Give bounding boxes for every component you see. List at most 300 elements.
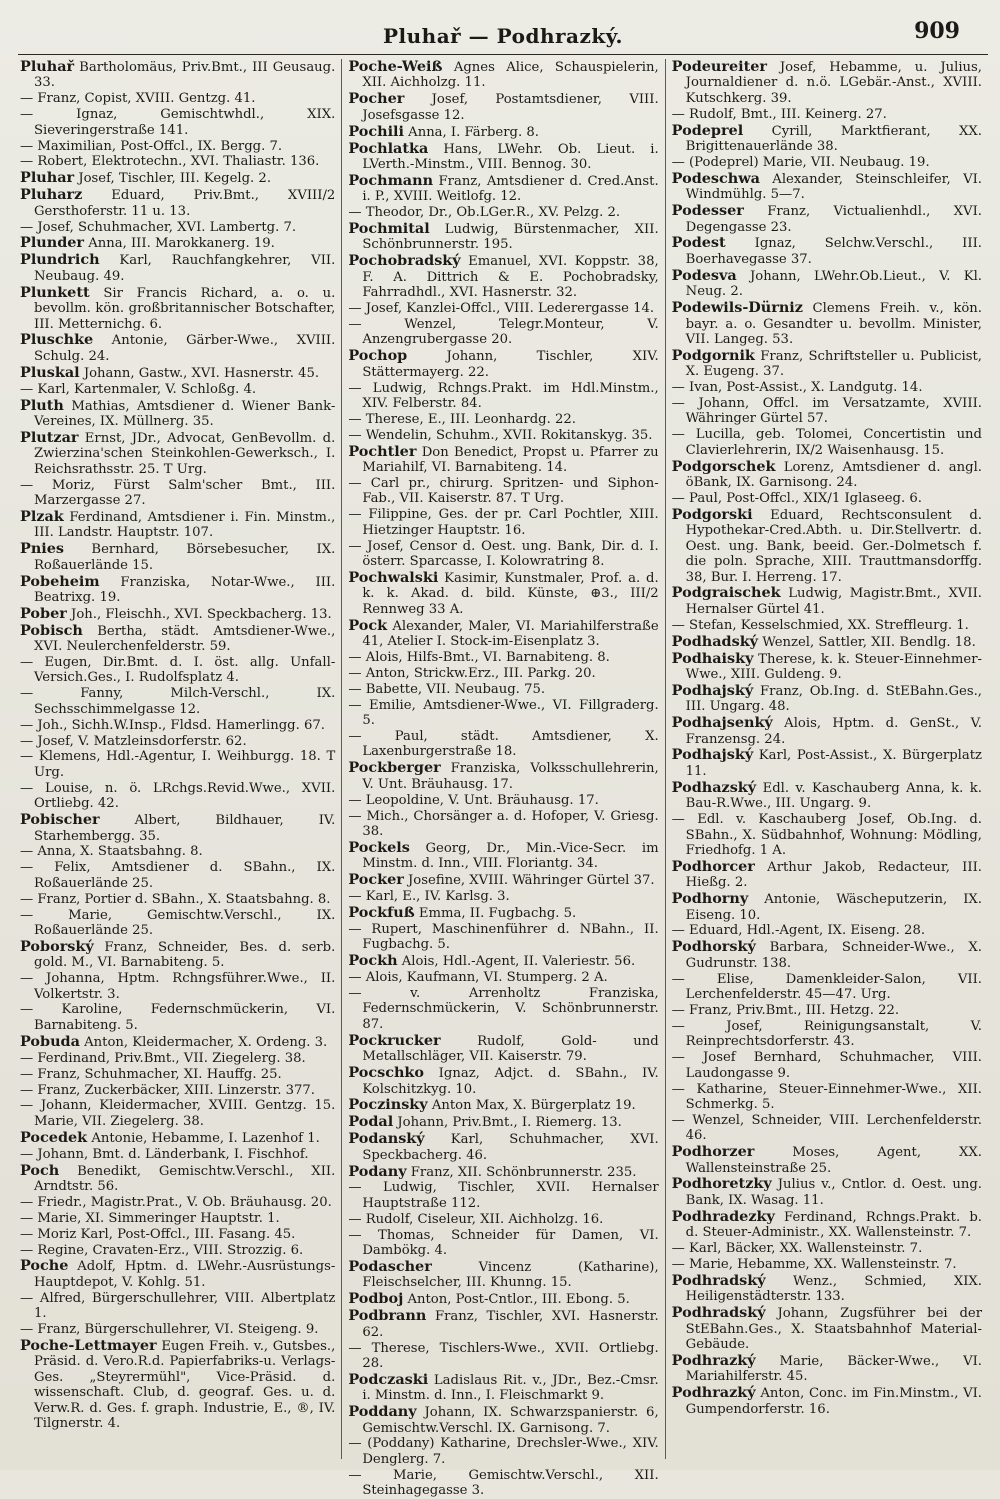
entry-details: Vincenz (Katharine), Fleischselcher, III. Khunng. 15. (362, 1259, 659, 1291)
entry-details: — Regine, Cravaten-Erz., VIII. Strozzig. 6. (20, 1242, 304, 1258)
entry-details: Mathias, Amtsdiener d. Wiener Bank-Vereines, IX. Müllnerg. 35. (34, 398, 336, 429)
directory-entry (20, 478, 335, 509)
entry-details: Kasimir, Kunstmaler, Prof. a. d. k. k. Akad. d. bild. Künste, ⊕3., III/2 Rennweg 33 A. (362, 571, 659, 617)
entry-details: — (Poddany) Katharine, Drechsler-Wwe., XIV. Denglerg. 7. (348, 1436, 659, 1467)
entry-details: Johann, Tischler, XIV. Stättermayerg. 22. (362, 349, 659, 380)
entry-details: — Ludwig, Rchngs.Prakt. im Hdl.Minstm., XIV. Felberstr. 84. (348, 380, 659, 412)
directory-entry (348, 1114, 658, 1130)
directory-entry (20, 1034, 335, 1050)
directory-entry (672, 1353, 982, 1385)
directory-entry (348, 221, 658, 253)
entry-surname: Plunder (20, 234, 85, 252)
entry-surname: Podhrazký (671, 1351, 756, 1369)
directory-entry (20, 1322, 335, 1337)
directory-entry (20, 655, 335, 686)
entry-details: — Carl pr., chirurg. Spritzen- und Siphon-Fab., VII. Kaiserstr. 87. T Urg. (348, 476, 659, 507)
entry-details: — Maximilian, Post-Offcl., IX. Bergg. 7. (20, 138, 283, 154)
entry-details: Franziska, Volksschullehrerin, V. Unt. Bräuhausg. 17. (362, 761, 659, 792)
entry-surname: Poczinsky (348, 1096, 428, 1114)
directory-entry (348, 809, 658, 840)
entry-details: Bartholomäus, Priv.Bmt., III Geusaug. 33. (34, 60, 336, 91)
entry-surname: Podboj (348, 1290, 404, 1308)
directory-entry (20, 844, 335, 859)
directory-entry (348, 650, 658, 665)
entry-details: Arthur Jakob, Redacteur, III. Hießg. 2. (685, 859, 982, 891)
directory-entry (672, 300, 982, 347)
entry-surname: Podhrazký (671, 1384, 756, 1402)
directory-entry (20, 718, 335, 733)
entry-surname: Podeureiter (671, 58, 767, 75)
directory-entry (20, 892, 335, 907)
directory-entry (20, 235, 335, 251)
entry-details: Alois, Hptm. d. GenSt., V. Franzensg. 24. (685, 716, 982, 747)
directory-entry (348, 1131, 658, 1163)
entry-surname: Podhorzer (671, 1143, 755, 1161)
entry-details: Josef, Postamtsdiener, VIII. Josefsgasse 12. (362, 92, 659, 123)
directory-entry (20, 1227, 335, 1242)
entry-surname: Pochwalski (348, 569, 439, 586)
entry-details: Rudolf, Gold- und Metallschläger, VII. Kaiserstr. 79. (362, 1033, 659, 1065)
directory-entry (672, 939, 982, 971)
entry-surname: Pockels (348, 838, 410, 856)
entry-details: — Edl. v. Kaschauberg Josef, Ob.Ing. d. SBahn., X. Südbahnhof, Wohnung: Mödling, Friedhofg. 1 A. (671, 812, 982, 858)
directory-entry (20, 1243, 335, 1258)
directory-entry (348, 539, 658, 570)
directory-entry (672, 235, 982, 267)
directory-entry (672, 1144, 982, 1176)
entry-details: — Karl, Kartenmaler, V. Schloßg. 4. (20, 381, 257, 397)
entry-details: Anna, III. Marokkanerg. 19. (84, 236, 275, 252)
directory-entry (672, 203, 982, 235)
entry-surname: Podczaski (348, 1370, 429, 1388)
entry-surname: Pluharz (20, 186, 83, 204)
entry-details: — Franz, Portier d. SBahn., X. Staatsbahng. 8. (20, 891, 331, 907)
entry-details: — Emilie, Amtsdiener-Wwe., VI. Fillgraderg. 5. (348, 697, 659, 729)
entry-details: — Anna, X. Staatsbahng. 8. (20, 844, 203, 860)
entry-details: — v. Arrenholtz Franziska, Federnschmückerin, V. Schönbrunnerstr. 87. (348, 986, 659, 1032)
directory-entry (348, 1259, 658, 1291)
entry-surname: Pobisch (20, 621, 83, 639)
page-number: 909 (914, 18, 960, 44)
entry-surname: Pochmann (348, 171, 434, 189)
entry-details: Johann, Priv.Bmt., I. Riemerg. 13. (393, 1115, 622, 1131)
directory-entry (672, 1003, 982, 1018)
directory-entry (672, 491, 982, 506)
entry-surname: Podgornik (671, 346, 755, 364)
directory-entry (20, 107, 335, 138)
directory-entry (20, 285, 335, 332)
entry-surname: Podeprel (671, 121, 744, 139)
entry-surname: Podhajský (671, 681, 754, 699)
entry-details: Eugen Freih. v., Gutsbes., Präsid. d. Vero.R.d. Papierfabriks-u. Verlags-Ges. „Steyrermühl", Vice-Präsid. d. wissenschaft. Club, d. geograf. Ges. u. d. Verw.R. d. Ges. f. graph. Industrie, E., ®, IV. Tilgnerstr. 4. (34, 1339, 336, 1432)
entry-details: — Ignaz, Gemischtwhdl., XIX. Sieveringerstraße 141. (20, 107, 336, 138)
header-rule (18, 54, 988, 55)
directory-entry (348, 1308, 658, 1340)
directory-entry (672, 618, 982, 633)
directory-entry (20, 606, 335, 622)
directory-entry (20, 749, 335, 780)
directory-entry (20, 971, 335, 1002)
directory-entry (348, 91, 658, 123)
entry-surname: Pock (348, 616, 388, 634)
directory-entry (20, 154, 335, 169)
entry-details: — Josef, Kanzlei-Offcl., VIII. Lederergasse 14. (348, 301, 655, 317)
directory-entry (672, 1082, 982, 1113)
entry-details: Antonie, Gärber-Wwe., XVIII. Schulg. 24. (34, 333, 336, 364)
directory-entry (348, 507, 658, 538)
entry-details: — Katharine, Steuer-Einnehmer-Wwe., XII. Schmerkg. 5. (671, 1081, 982, 1112)
entry-details: — Franz, Priv.Bmt., III. Hetzg. 22. (671, 1002, 900, 1018)
directory-entry (672, 396, 982, 427)
entry-surname: Podal (348, 1113, 394, 1131)
directory-entry (348, 1033, 658, 1065)
directory-entry (20, 187, 335, 219)
directory-entry (20, 1211, 335, 1226)
entry-surname: Poche-Weiß (348, 58, 443, 75)
entry-details: — Wendelin, Schuhm., XVII. Rokitanskyg. 35. (348, 427, 653, 443)
entry-surname: Podest (671, 234, 726, 252)
entry-details: — Ferdinand, Priv.Bmt., VII. Ziegelerg. 38. (20, 1050, 306, 1066)
entry-surname: Plzak (20, 507, 64, 525)
directory-entry (20, 220, 335, 235)
directory-entry (348, 1097, 658, 1113)
entry-surname: Pockberger (348, 759, 441, 777)
directory-entry (348, 381, 658, 412)
entry-details: Franz, XII. Schönbrunnerstr. 235. (406, 1164, 637, 1180)
directory-entry (672, 1273, 982, 1305)
entry-details: — Alois, Kaufmann, VI. Stumperg. 2 A. (348, 970, 608, 986)
running-title: Pluhař — Podhrazký. (382, 24, 623, 48)
entry-details: — Johanna, Hptm. Rchngsführer.Wwe., II. Volkertstr. 3. (20, 971, 336, 1002)
directory-entry (20, 382, 335, 397)
directory-entry (672, 1050, 982, 1081)
directory-entry (20, 781, 335, 812)
entry-details: Anton, Kleidermacher, X. Ordeng. 3. (79, 1034, 328, 1050)
directory-entry (672, 1019, 982, 1050)
entry-surname: Podascher (348, 1257, 432, 1275)
directory-entry (672, 780, 982, 812)
entry-details: Anna, I. Färberg. 8. (403, 124, 539, 140)
entry-details: — Louise, n. ö. LRchgs.Revid.Wwe., XVII. Ortliebg. 42. (20, 780, 336, 812)
entry-details: — (Podeprel) Marie, VII. Neubaug. 19. (671, 154, 930, 170)
entry-surname: Pluhař (20, 58, 75, 75)
directory-entry (348, 1468, 658, 1499)
directory-entry (20, 332, 335, 364)
entry-surname: Pluschke (20, 331, 94, 349)
directory-entry (20, 59, 335, 91)
entry-details: Johann, LWehr.Ob.Lieut., V. Kl. Neug. 2. (685, 268, 982, 300)
directory-entry (672, 715, 982, 747)
entry-surname: Pochop (348, 347, 408, 365)
entry-details: Anton Max, X. Bürgerplatz 19. (427, 1098, 636, 1114)
directory-entry (20, 1338, 335, 1431)
entry-surname: Plundrich (20, 251, 100, 269)
entry-details: — Lucilla, geb. Tolomei, Concertistin und Clavierlehrerin, IX/2 Waisenhausg. 15. (671, 427, 982, 458)
entry-details: Georg, Dr., Min.-Vice-Secr. im Minstm. d. Inn., VIII. Floriantg. 34. (362, 840, 659, 872)
directory-entry (348, 141, 658, 173)
entry-surname: Podhajsenký (671, 714, 773, 732)
entry-details: — Paul, Post-Offcl., XIX/1 Iglaseeg. 6. (671, 490, 922, 506)
entry-details: — Karoline, Federnschmückerin, VI. Barnabiteng. 5. (20, 1002, 336, 1033)
directory-entry (348, 173, 658, 205)
entry-details: Cyrill, Marktfierant, XX. Brigittenauerlände 38. (685, 123, 982, 155)
directory-entry (672, 155, 982, 170)
entry-surname: Pochlatka (348, 139, 429, 157)
directory-entry (20, 860, 335, 891)
directory-entry (672, 634, 982, 650)
entry-details: Alexander, Maler, VI. Mariahilferstraße 41, Atelier I. Stock-im-Eisenplatz 3. (362, 618, 659, 650)
directory-entry (20, 1067, 335, 1082)
entry-details: Agnes Alice, Schauspielerin, XII. Aichholzg. 11. (362, 60, 659, 91)
entry-surname: Pockrucker (348, 1031, 441, 1049)
entry-surname: Pochili (348, 122, 404, 140)
entry-surname: Podanský (348, 1130, 425, 1148)
entry-details: Emma, II. Fugbachg. 5. (414, 906, 577, 922)
entry-details: — Marie, XI. Simmeringer Hauptstr. 1. (20, 1210, 280, 1226)
directory-entry (348, 760, 658, 792)
entry-details: Johann, IX. Schwarzspanierstr. 6, Gemischtw.Verschl. IX. Garnisong. 7. (362, 1405, 659, 1436)
entry-details: — Eduard, Hdl.-Agent, IX. Eiseng. 28. (671, 923, 926, 939)
entry-details: — Franz, Copist, XVIII. Gentzg. 41. (20, 91, 256, 107)
entry-details: Franz, Amtsdiener d. Cred.Anst. i. P., XVIII. Weitlofg. 12. (362, 173, 659, 205)
directory-entry (672, 1305, 982, 1352)
directory-entry (348, 124, 658, 140)
entry-surname: Podgraischek (671, 584, 781, 602)
entry-details: — Ludwig, Tischler, XVII. Hernalser Hauptstraße 112. (348, 1180, 659, 1211)
entry-surname: Podhadský (671, 632, 759, 650)
directory-entry (348, 986, 658, 1032)
entry-surname: Pochtler (348, 442, 417, 460)
entry-surname: Pluskal (20, 363, 80, 381)
entry-surname: Pluth (20, 396, 64, 414)
entry-details: — Ivan, Post-Assist., X. Landgutg. 14. (671, 380, 923, 396)
directory-entry (348, 1436, 658, 1467)
entry-details: Clemens Freih. v., kön. bayr. a. o. Gesandter u. bevollm. Minister, VII. Langeg. 53. (685, 301, 982, 347)
entry-details: Moses, Agent, XX. Wallensteinstraße 25. (685, 1145, 982, 1176)
entry-details: Sir Francis Richard, a. o. u. bevollm. kön. großbritannischer Botschafter, III. Metternichg. 6. (34, 285, 336, 332)
entry-details: Ladislaus Rit. v., JDr., Bez.-Cmsr. i. Minstm. d. Inn., I. Fleischmarkt 9. (362, 1372, 659, 1404)
entry-surname: Plunkett (20, 283, 90, 301)
directory-entry (20, 91, 335, 106)
entry-details: Benedikt, Gemischtw.Verschl., XII. Arndtstr. 56. (34, 1163, 336, 1194)
directory-entry (348, 570, 658, 617)
directory-entry (348, 301, 658, 316)
entry-details: Bernhard, Börsebesucher, IX. Roßauerlände 15. (34, 542, 336, 573)
entry-surname: Pobischer (20, 811, 100, 829)
entry-details: — Alois, Hilfs-Bmt., VI. Barnabiteng. 8. (348, 650, 610, 666)
directory-entry (672, 459, 982, 491)
directory-entry (348, 618, 658, 650)
entry-details: Franziska, Notar-Wwe., III. Beatrixg. 19. (34, 574, 336, 605)
directory-entry (672, 171, 982, 203)
directory-entry (672, 972, 982, 1003)
entry-details: — Moriz, Fürst Salm'scher Bmt., III. Marzergasse 27. (20, 477, 336, 508)
entry-details: Eduard, Rechtsconsulent d. Hypothekar-Cred.Abth. u. Dir.Stellvertr. d. Oest. ung. Bank, beeid. Ger.-Dolmetsch f. die poln. Sprache, XIII. Trauttmansdorffg. 38, Bur. I. Herreng. 17. (685, 507, 982, 585)
column-middle (341, 58, 664, 1499)
entry-surname: Poborský (20, 937, 94, 955)
entry-details: Franz, Ob.Ing. d. StEBahn.Ges., III. Ungarg. 48. (685, 683, 982, 715)
entry-surname: Pobuda (20, 1032, 80, 1050)
entry-surname: Pobeheim (20, 572, 100, 590)
entry-details: — Josef, Reinigungsanstalt, V. Reinprechtsdorferstr. 43. (671, 1018, 982, 1050)
entry-details: — Fanny, Milch-Verschl., IX. Sechsschimmelgasse 12. (20, 686, 336, 717)
directory-entry (348, 970, 658, 985)
entry-details: — Marie, Gemischtw.Verschl., XII. Steinhagegasse 3. (348, 1467, 659, 1499)
entry-details: — Babette, VII. Neubaug. 75. (348, 681, 546, 697)
directory-entry (348, 729, 658, 760)
entry-details: Joh., Fleischh., XVI. Speckbacherg. 13. (66, 606, 332, 622)
entry-surname: Podgorschek (671, 457, 776, 475)
directory-entry (672, 651, 982, 683)
directory-entry (20, 1002, 335, 1033)
entry-details: Alois, Hdl.-Agent, II. Valeriestr. 56. (397, 954, 636, 970)
directory-entry (20, 1195, 335, 1210)
entry-surname: Pocker (348, 871, 404, 889)
entry-details: Anton, Conc. im Fin.Minstm., VI. Gumpendorferstr. 16. (685, 1386, 982, 1417)
entry-surname: Podhradský (671, 1271, 766, 1289)
entry-details: Wenz., Schmied, XIX. Heiligenstädterstr. 133. (685, 1273, 982, 1305)
directory-entry (20, 541, 335, 573)
directory-entry (672, 683, 982, 715)
directory-entry (20, 623, 335, 655)
entry-details: — Franz, Zuckerbäcker, XIII. Linzerstr. 377. (20, 1082, 315, 1098)
directory-entry (672, 348, 982, 380)
entry-surname: Pocschko (348, 1064, 425, 1082)
entry-details: Hans, LWehr. Ob. Lieut. i. LVerth.-Minstm., VIII. Bennog. 30. (362, 141, 659, 172)
entry-surname: Podhradský (671, 1304, 766, 1322)
entry-details: Ludwig, Magistr.Bmt., XVII. Hernalser Gürtel 41. (685, 586, 982, 617)
directory-entry (348, 317, 658, 348)
directory-entry (672, 123, 982, 155)
entry-details: Johann, Zugsführer bei der StEBahn.Ges., X. Staatsbahnhof Material-Gebäude. (685, 1306, 982, 1352)
directory-entry (348, 1291, 658, 1307)
entry-details: Josef, Tischler, III. Kegelg. 2. (74, 171, 272, 187)
entry-surname: Poche-Lettmayer (20, 1337, 157, 1354)
entry-details: Julius v., Cntlor. d. Oest. ung. Bank, IX. Wasag. 11. (685, 1177, 982, 1208)
entry-details: Ferdinand, Rchngs.Prakt. b. d. Steuer-Administr., XX. Wallensteinstr. 7. (685, 1209, 982, 1241)
directory-entry (348, 1404, 658, 1436)
directory-entry (20, 908, 335, 939)
column-container (18, 58, 988, 1499)
directory-entry (348, 444, 658, 476)
entry-surname: Podgorski (671, 505, 753, 523)
entry-details: — Friedr., Magistr.Prat., V. Ob. Bräuhausg. 20. (20, 1194, 332, 1210)
entry-details: — Therese, Tischlers-Wwe., XVII. Ortliebg. 28. (348, 1340, 659, 1371)
entry-details: Ludwig, Bürstenmacher, XII. Schönbrunnerstr. 195. (362, 222, 659, 253)
directory-entry (20, 812, 335, 844)
directory-entry (672, 1241, 982, 1256)
entry-details: Alexander, Steinschleifer, VI. Windmühlg. 5—7. (685, 171, 982, 203)
directory-entry (20, 1258, 335, 1290)
entry-details: — Moriz Karl, Post-Offcl., III. Fasang. 45. (20, 1226, 296, 1242)
entry-surname: Podbrann (348, 1307, 427, 1325)
directory-entry (348, 953, 658, 969)
entry-details: — Felix, Amtsdiener d. SBahn., IX. Roßauerlände 25. (20, 860, 336, 891)
entry-surname: Podhajský (671, 746, 754, 764)
directory-entry (348, 793, 658, 808)
entry-details: — Joh., Sichh.W.Insp., Fldsd. Hamerlingg. 67. (20, 717, 325, 733)
entry-surname: Pluhar (20, 169, 75, 187)
entry-details: — Klemens, Hdl.-Agentur, I. Weihburgg. 18. T Urg. (20, 749, 336, 780)
entry-details: Emanuel, XVI. Koppstr. 38, F. A. Dittrich & E. Pochobradsky, Fahrradhdl., XVI. Hasnerstr. 32. (362, 254, 659, 301)
directory-entry (672, 747, 982, 779)
entry-surname: Pocher (348, 90, 405, 108)
directory-entry (348, 253, 658, 300)
directory-entry (20, 1083, 335, 1098)
entry-surname: Podhaisky (671, 649, 754, 667)
entry-surname: Podhradezky (671, 1207, 775, 1225)
directory-entry (348, 1180, 658, 1211)
entry-details: — Therese, E., III. Leonhardg. 22. (348, 411, 576, 427)
directory-entry (672, 923, 982, 938)
directory-entry (20, 170, 335, 186)
directory-entry (348, 698, 658, 729)
entry-surname: Pockh (348, 952, 398, 970)
entry-details: Antonie, Wäscheputzerin, IX. Eiseng. 10. (685, 892, 982, 923)
entry-details: Franz, Schriftsteller u. Publicist, X. Eugeng. 37. (685, 348, 982, 380)
entry-details: — Wenzel, Telegr.Monteur, V. Anzengrubergasse 20. (348, 317, 659, 348)
entry-details: — Johann, Kleidermacher, XVIII. Gentzg. 15. Marie, VII. Ziegelerg. 38. (20, 1098, 336, 1129)
column-right (665, 59, 988, 1459)
entry-details: Josef, Hebamme, u. Julius, Journaldiener d. n.ö. LGebär.-Anst., XVIII. Kutschkerg. 39. (685, 60, 982, 106)
directory-entry (20, 430, 335, 477)
entry-details: Anton, Post-Cntlor., III. Ebong. 5. (403, 1292, 630, 1308)
entry-details: Johann, Gastw., XVI. Hasnerstr. 45. (79, 365, 320, 381)
directory-entry (348, 428, 658, 443)
entry-details: — Karl, Bäcker, XX. Wallensteinstr. 7. (671, 1241, 923, 1257)
directory-entry (348, 1065, 658, 1097)
entry-details: — Robert, Elektrotechn., XVI. Thaliastr. 136. (20, 154, 320, 170)
directory-entry (672, 812, 982, 858)
entry-surname: Podesva (671, 266, 737, 284)
entry-details: Adolf, Hptm. d. LWehr.-Ausrüstungs-Hauptdepot, V. Kohlg. 51. (34, 1259, 336, 1290)
entry-details: Wenzel, Sattler, XII. Bendlg. 18. (758, 634, 976, 650)
directory-entry (672, 1257, 982, 1272)
directory-entry (672, 380, 982, 395)
entry-surname: Pochmital (348, 220, 430, 238)
entry-details: Bertha, städt. Amtsdiener-Wwe., XVI. Neulerchenfelderstr. 59. (34, 623, 336, 655)
entry-details: — Franz, Schuhmacher, XI. Hauffg. 25. (20, 1066, 282, 1082)
directory-entry (348, 476, 658, 507)
entry-details: — Leopoldine, V. Unt. Bräuhausg. 17. (348, 792, 599, 808)
directory-entry (20, 509, 335, 541)
entry-surname: Pockfuß (348, 904, 415, 922)
entry-surname: Podhoretzky (671, 1175, 772, 1193)
directory-entry (20, 686, 335, 717)
entry-details: — Josef Bernhard, Schuhmacher, VIII. Laudongasse 9. (671, 1050, 982, 1081)
entry-details: Therese, k. k. Steuer-Einnehmer-Wwe., XIII. Guldeng. 9. (685, 651, 982, 682)
entry-surname: Podewils-Dürniz (671, 299, 803, 317)
directory-entry (348, 205, 658, 220)
entry-surname: Podhazský (671, 778, 757, 796)
entry-details: — Paul, städt. Amtsdiener, X. Laxenburgerstraße 18. (348, 729, 659, 760)
entry-details: — Mich., Chorsänger a. d. Hofoper, V. Griesg. 38. (348, 808, 659, 839)
entry-details: Don Benedict, Propst u. Pfarrer zu Mariahilf, VI. Barnabiteng. 14. (362, 444, 659, 476)
entry-surname: Podesser (671, 202, 744, 220)
directory-entry (20, 1130, 335, 1146)
directory-entry (348, 1372, 658, 1404)
entry-surname: Podhorský (671, 938, 756, 956)
entry-surname: Plutzar (20, 428, 79, 446)
directory-entry (20, 398, 335, 430)
directory-entry (672, 107, 982, 122)
entry-details: Ferdinand, Amtsdiener i. Fin. Minstm., III. Landstr. Hauptstr. 107. (34, 509, 336, 541)
directory-entry (20, 1291, 335, 1322)
entry-surname: Pober (20, 604, 67, 622)
directory-entry (348, 889, 658, 904)
entry-details: Albert, Bildhauer, IV. Starhembergg. 35. (34, 813, 336, 844)
entry-details: Lorenz, Amtsdiener d. angl. öBank, IX. Garnisong. 24. (685, 459, 982, 491)
